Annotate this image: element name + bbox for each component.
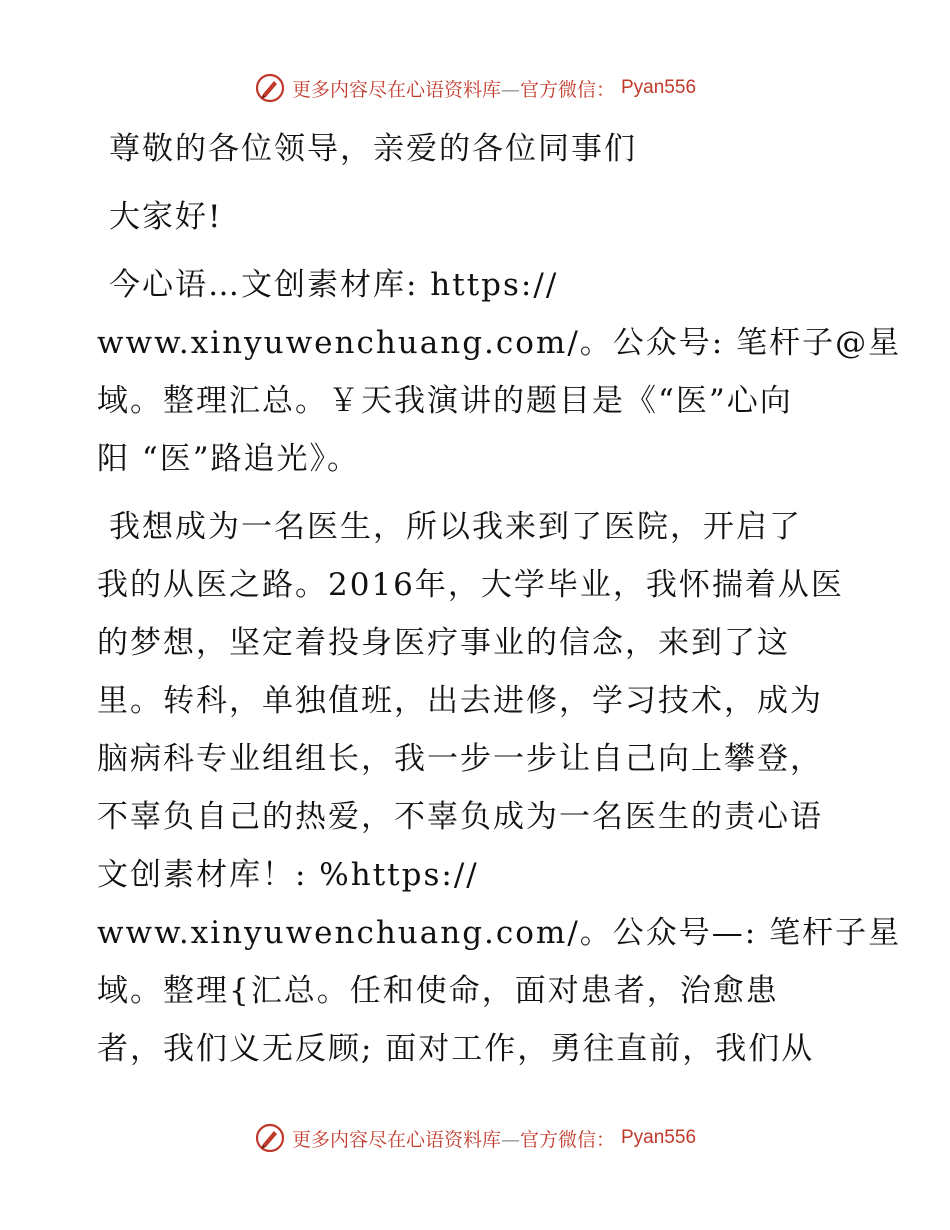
text-line: 今心语…文创素材库: https:// bbox=[109, 267, 559, 303]
text-line: 文创素材库！: %https:// bbox=[97, 857, 479, 893]
text-line: 里。转科，单独值班，出去进修，学习技术，成为 bbox=[97, 683, 823, 719]
text-line: 脑病科专业组组长，我一步一步让自己向上攀登， bbox=[97, 741, 823, 777]
text-line: 我的从医之路。2016年，大学毕业，我怀揣着从医 bbox=[97, 567, 844, 603]
watermark-text: 更多内容尽在心语资料库—官方微信： bbox=[291, 78, 615, 101]
text-line: 者，我们义无反顾; 面对工作，勇往直前，我们从 bbox=[97, 1031, 815, 1067]
text-line: 不辜负自己的热爱，不辜负成为一名医生的责心语 bbox=[97, 799, 823, 835]
footer-watermark bbox=[0, 1122, 950, 1154]
text-line: www.xinyuwenchuang.com/。公众号—: 笔杆子星 bbox=[97, 915, 902, 951]
greeting-line: 大家好! bbox=[109, 199, 223, 235]
document-body bbox=[97, 120, 902, 1078]
salutation-line: 尊敬的各位领导，亲爱的各位同事们 bbox=[109, 131, 637, 167]
pen-logo-icon bbox=[254, 1122, 286, 1154]
text-line: www.xinyuwenchuang.com/。公众号: 笔杆子@星 bbox=[97, 325, 902, 361]
text-line: 域。整理{汇总。任和使命，面对患者，治愈患 bbox=[97, 973, 779, 1009]
text-line: 阳 “医”路追光》。 bbox=[97, 441, 361, 477]
text-line: 域。整理汇总。￥天我演讲的题目是《“医”心向 bbox=[97, 383, 793, 419]
text-line: 我想成为一名医生，所以我来到了医院，开启了 bbox=[109, 509, 802, 545]
watermark-text: 更多内容尽在心语资料库—官方微信： bbox=[291, 1128, 615, 1151]
watermark-wechat-id: Pyan556 bbox=[621, 1127, 697, 1148]
text-line: 的梦想，坚定着投身医疗事业的信念，来到了这 bbox=[97, 625, 790, 661]
pen-logo-icon bbox=[254, 72, 286, 104]
watermark-wechat-id: Pyan556 bbox=[621, 77, 697, 98]
header-watermark bbox=[0, 72, 950, 104]
